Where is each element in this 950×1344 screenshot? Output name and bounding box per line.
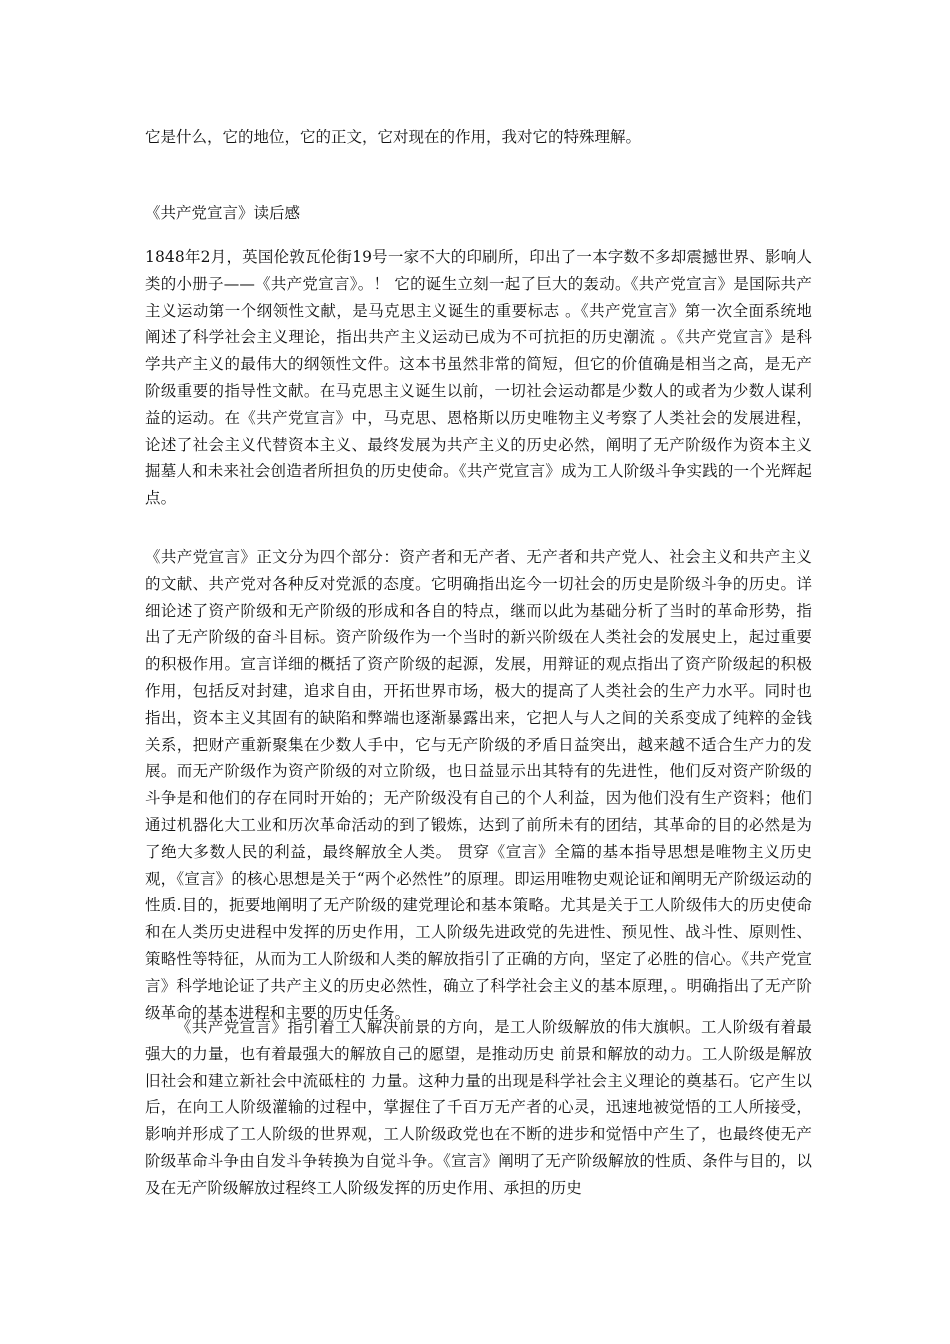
paragraph-structure: 《共产党宣言》正文分为四个部分：资产者和无产者、无产者和共产党人、社会主义和共产主义的文献、共产党对各种反对党派的态度。它明确指出迄今一切社会的历史是阶级斗争的历史。详细论述了资产阶级和无产阶级的形成和各自的特点，继而以此为基础分析了当时的革命形势，指出了无产阶级的奋斗目标。资产阶级作为一个当时的新兴阶级在人类社会的发展史上，起过重要的积极作用。宣言详细的概括了资产阶级的起源，发展，用辩证的观点指出了资产阶级起的积极作用，包括反对封建，追求自由，开拓世界市场，极大的提高了人类社会的生产力水平。同时也指出，资本主义其固有的缺陷和弊端也逐渐暴露出来，它把人与人之间的关系变成了纯粹的金钱关系，把财产重新聚集在少数人手中，它与无产阶级的矛盾日益突出，越来越不适合生产力的发展。而无产阶级作为资产阶级的对立阶级，也日益显示出其特有的先进性，他们反对资产阶级的斗争是和他们的存在同时开始的；无产阶级没有自己的个人利益，因为他们没有生产资料；他们通过机器化大工业和历次革命活动的到了锻炼，达到了前所未有的团结，其革命的目的必然是为了绝大多数人民的利益，最终解放全人类。 贯穿《宣言》全篇的基本指导思想是唯物主义历史观，《宣言》的核心思想是关于“两个必然性”的原理。即运用唯物史观论证和阐明无产阶级运动的性质.目的，扼要地阐明了无产阶级的建党理论和基本策略。尤其是关于工人阶级伟大的历史使命和在人类历史进程中发挥的历史作用，工人阶级先进政党的先进性、预见性、战斗性、原则性、策略性等特征，从而为工人阶级和人类的解放指引了正确的方向，坚定了必胜的信心。《共产党宣言》科学地论证了共产主义的历史必然性，确立了科学社会主义的基本原理，。明确指出了无产阶级革命的基本进程和主要的历史任务。 [145,548,812,1022]
intro-line: 它是什么，它的地位，它的正文，它对现在的作用，我对它的特殊理解。 [145,128,642,146]
paragraph-guidance: 《共产党宣言》指引着工人解决前景的方向，是工人阶级解放的伟大旗帜。工人阶级有着最强大的力量，也有着最强大的解放自己的愿望，是推动历史 前景和解放的动力。工人阶级是解放旧社会和建立新社会中流砥柱的 力量。这种力量的出现是科学社会主义理论的奠基石。它产生以后，在向工人阶级灌输的过程中，掌握住了千百万无产者的心灵，迅速地被觉悟的工人所接受，影响并形成了工人阶级的世界观，工人阶级政党也在不断的进步和觉悟中产生了，也最终使无产阶级革命斗争由自发斗争转换为自觉斗争。《宣言》阐明了无产阶级解放的性质、条件与目的，以及在无产阶级解放过程终工人阶级发挥的历史作用、承担的历史 [145,1018,812,1197]
document-title: 《共产党宣言》读后感 [145,204,301,222]
paragraph-history: 1848年2月，英国伦敦瓦伦街19号一家不大的印刷所，印出了一本字数不多却震撼世界、影响人类的小册子——《共产党宣言》。！ 它的诞生立刻一起了巨大的轰动。《共产党宣言》是国际共产主义运动第一个纲领性文献，是马克思主义诞生的重要标志 。《共产党宣言》第一次全面系统地阐述了科学社会主义理论，指出共产主义运动已成为不可抗拒的历史潮流 。《共产党宣言》是科学共产主义的最伟大的纲领性文件。这本书虽然非常的简短，但它的价值确是相当之高，是无产阶级重要的指导性文献。在马克思主义诞生以前，一切社会运动都是少数人的或者为少数人谋利益的运动。在《共产党宣言》中，马克思、恩格斯以历史唯物主义考察了人类社会的发展进程，论述了社会主义代替资本主义、最终发展为共产主义的历史必然，阐明了无产阶级作为资本主义掘墓人和未来社会创造者所担负的历史使命。《共产党宣言》成为工人阶级斗争实践的一个光辉起点。 [145,248,812,508]
